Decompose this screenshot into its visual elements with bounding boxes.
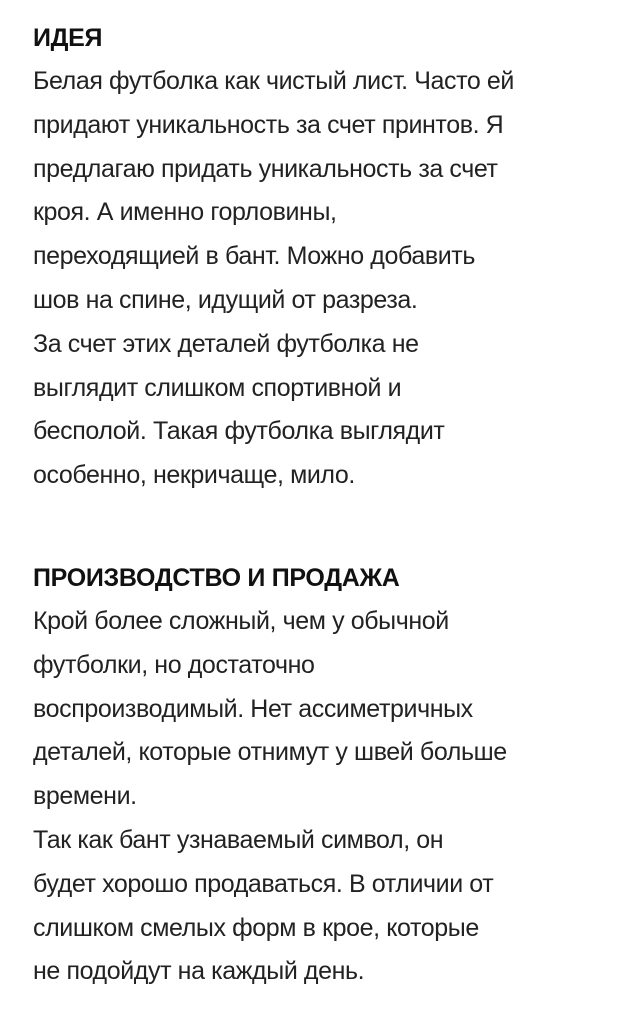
section-production-and-sales (33, 556, 630, 994)
text-line: За счет этих деталей футболка не (33, 329, 419, 358)
text-line: бесполой. Такая футболка выглядит (33, 417, 445, 446)
text-line: кроя. А именно горловины, (33, 198, 337, 227)
text-line: предлагаю придать уникальность за счет (33, 154, 498, 183)
section-heading: ПРОИЗВОДСТВО И ПРОДАЖА (33, 564, 400, 592)
text-line: Так как бант узнаваемый символ, он (33, 825, 444, 854)
text-line: выглядит слишком спортивной и (33, 373, 402, 402)
text-line: деталей, которые отнимут у швей больше (33, 738, 507, 767)
text-line: будет хорошо продаваться. В отличии от (33, 869, 494, 898)
text-line: не подойдут на каждый день. (33, 957, 365, 986)
text-line: воспроизводимый. Нет ассиметричных (33, 694, 473, 723)
text-line: придают уникальность за счет принтов. Я (33, 110, 504, 139)
text-line: особенно, некричаще, мило. (33, 461, 355, 490)
text-line: Крой более сложный, чем у обычной (33, 607, 449, 635)
text-line: слишком смелых форм в крое, которые (33, 913, 479, 942)
text-line: Белая футболка как чистый лист. Часто ей (33, 67, 514, 95)
text-line: шов на спине, идущий от разреза. (33, 285, 418, 314)
section-heading: ИДЕЯ (33, 24, 103, 52)
text-line: переходящией в бант. Можно добавить (33, 242, 475, 271)
text-line: времени. (33, 782, 137, 811)
section-idea (33, 16, 630, 498)
text-line: футболки, но достаточно (33, 650, 315, 679)
